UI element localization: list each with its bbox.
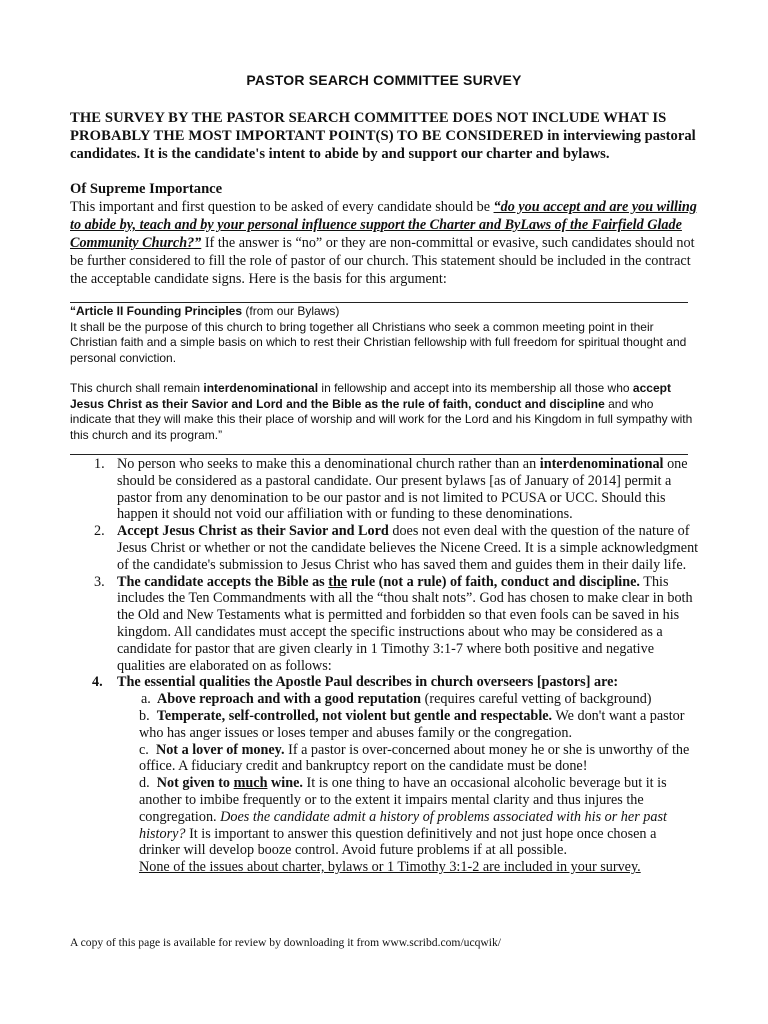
article-para-1: It shall be the purpose of this church to bring together all Christians who seek a common meeting point in their Christian faith and a simple basis on which to rest their Christian fellowship with full freedom for spiritual thought and personal conviction. bbox=[70, 319, 687, 365]
sub-d-bold-1: Not given to bbox=[156, 775, 234, 792]
item-2-bold: Accept Jesus Christ as their Savior and Lord bbox=[117, 523, 389, 540]
supreme-text-2: If the answer is “no” or they are non-committal or evasive, such candidates should not be further considered to fill the role of pastor of our church. This statement should be included in the contract the acceptable candidate signs. Here is the basis for this argument: bbox=[70, 235, 695, 287]
item-3-text: This includes the Ten Commandments with all the “thou shalt nots”. God has chosen to make clear in both the Old and New Testaments what is permitted and forbidden so that even fools can be saved in his kingdom. All candidates must accept the specific instructions about who may be considered as a candidate for pastor that are given clearly in 1 Timothy 3:1-7 where both positive and negative qualities are elaborated on as follows: bbox=[117, 573, 693, 674]
list-item-1 bbox=[70, 456, 700, 523]
item-3-bold-1: The candidate accepts the Bible as bbox=[117, 573, 329, 590]
article-para-2-b: interdenominational bbox=[203, 381, 319, 395]
sub-letter: d. bbox=[139, 775, 150, 792]
sub-letter: c. bbox=[139, 741, 149, 758]
list-number: 1. bbox=[94, 456, 105, 472]
sub-d-text-2: It is important to answer this question definitively and not just hope once chosen a drinker will develop booze control. Avoid future problems if at all possible. bbox=[139, 825, 657, 859]
sub-d-italic: Does the candidate admit a history of problems associated with his or her past history? bbox=[139, 808, 667, 842]
article-para-2-d: accept Jesus Christ as their Savior and Lord and the Bible as the rule of faith, conduct and discipline bbox=[70, 381, 671, 411]
page-title: PASTOR SEARCH COMMITTEE SURVEY bbox=[246, 72, 522, 88]
divider-bottom bbox=[70, 454, 688, 455]
sub-letter: b. bbox=[139, 707, 150, 724]
supreme-text-1: This important and first question to be asked of every candidate should be bbox=[70, 199, 494, 215]
list-item-2 bbox=[70, 523, 700, 573]
sub-letter: a. bbox=[141, 691, 151, 708]
sub-d-text: It is one thing to have an occasional alcoholic beverage but it is another to imbibe frequently or to the extent it impairs mental clarity and thus injures the congregation. bbox=[139, 775, 667, 825]
sub-item-d bbox=[117, 775, 700, 876]
supreme-importance-paragraph bbox=[70, 198, 698, 288]
article-para-2-a: This church shall remain bbox=[70, 381, 204, 395]
list-number: 2. bbox=[94, 523, 105, 540]
article-heading-line bbox=[70, 304, 698, 320]
sub-item-c bbox=[117, 742, 700, 776]
sub-item-a bbox=[117, 691, 700, 708]
article-para-2-c: in fellowship and accept into its membership all those who bbox=[318, 381, 633, 395]
sub-d-final-underlined: None of the issues about charter, bylaws or 1 Timothy 3:1-2 are included in your survey. bbox=[139, 859, 641, 876]
intro-caps-text: THE SURVEY BY THE PASTOR SEARCH COMMITTEE DOES NOT INCLUDE WHAT IS PROBABLY THE MOST IMPORTANT POINT(S) TO BE CONSIDERED bbox=[70, 110, 667, 144]
list-number: 4. bbox=[92, 674, 103, 691]
item-3-bold-2: rule (not a rule) of faith, conduct and discipline. bbox=[347, 573, 640, 590]
bylaws-article-quote bbox=[70, 304, 698, 443]
item-1-text-a: No person who seeks to make this a denominational church rather than an bbox=[117, 456, 540, 472]
sub-a-bold: Above reproach and with a good reputation bbox=[157, 691, 422, 708]
sub-d-bold-underlined: much bbox=[233, 775, 268, 792]
divider-top bbox=[70, 302, 688, 303]
article-para-2 bbox=[70, 381, 698, 443]
list-item-3 bbox=[70, 574, 700, 675]
article-heading: “Article II Founding Principles bbox=[70, 304, 243, 318]
article-heading-note: (from our Bylaws) bbox=[242, 304, 340, 318]
sub-d-bold-2: wine. bbox=[267, 775, 303, 792]
intro-paragraph bbox=[70, 109, 698, 163]
sub-item-b bbox=[117, 708, 700, 742]
supreme-question: “do you accept and are you willing to abide by, teach and by your personal influence support the Charter and ByLaws of the Fairfield Glade Community Church?” bbox=[70, 199, 697, 251]
sub-a-text: (requires careful vetting of background) bbox=[421, 691, 652, 708]
item-2-text: does not even deal with the question of the nature of Jesus Christ or whether or not the candidate believes the Nicene Creed. It is a simple acknowledgment of the candidate's submission to Jesus Christ who has saved them and guides them in their daily life. bbox=[117, 523, 699, 573]
footer-note: A copy of this page is available for review by downloading it from www.scribd.com/ucqwik/ bbox=[70, 936, 502, 949]
sub-c-text: If a pastor is over-concerned about money he or she is unworthy of the office. A fiduciary credit and bankruptcy report on the candidate must be done! bbox=[139, 741, 690, 775]
intro-rest-text: in interviewing pastoral candidates. It is the candidate's intent to abide by and support our charter and bylaws. bbox=[70, 128, 696, 162]
supreme-importance-heading: Of Supreme Importance bbox=[70, 181, 223, 197]
list-item-4 bbox=[70, 674, 700, 876]
item-1-bold: interdenominational bbox=[539, 456, 664, 472]
item-4-heading: The essential qualities the Apostle Paul describes in church overseers [pastors] are: bbox=[117, 674, 619, 691]
sub-b-bold: Temperate, self-controlled, not violent but gentle and respectable. bbox=[156, 707, 553, 724]
item-3-bold-underlined: the bbox=[328, 573, 348, 590]
sub-b-text: We don't want a pastor who has anger issues or loses temper and abuses family or the congregation. bbox=[139, 707, 685, 741]
list-number: 3. bbox=[94, 573, 105, 590]
numbered-list bbox=[70, 456, 700, 876]
sub-c-bold: Not a lover of money. bbox=[155, 741, 285, 758]
item-1-text-c: one should be considered as a pastoral candidate. Our present bylaws [as of January of 2014] permit a pastor from any denomination to be our pastor and is not limited to PCUSA or UCC. Should this happen it should not void our affiliation with or funding to these denominations. bbox=[117, 456, 688, 523]
article-para-2-e: and who indicate that they will make this their place of worship and will work for the Lord and his Kingdom in full sympathy with this church and its program.” bbox=[70, 396, 693, 442]
